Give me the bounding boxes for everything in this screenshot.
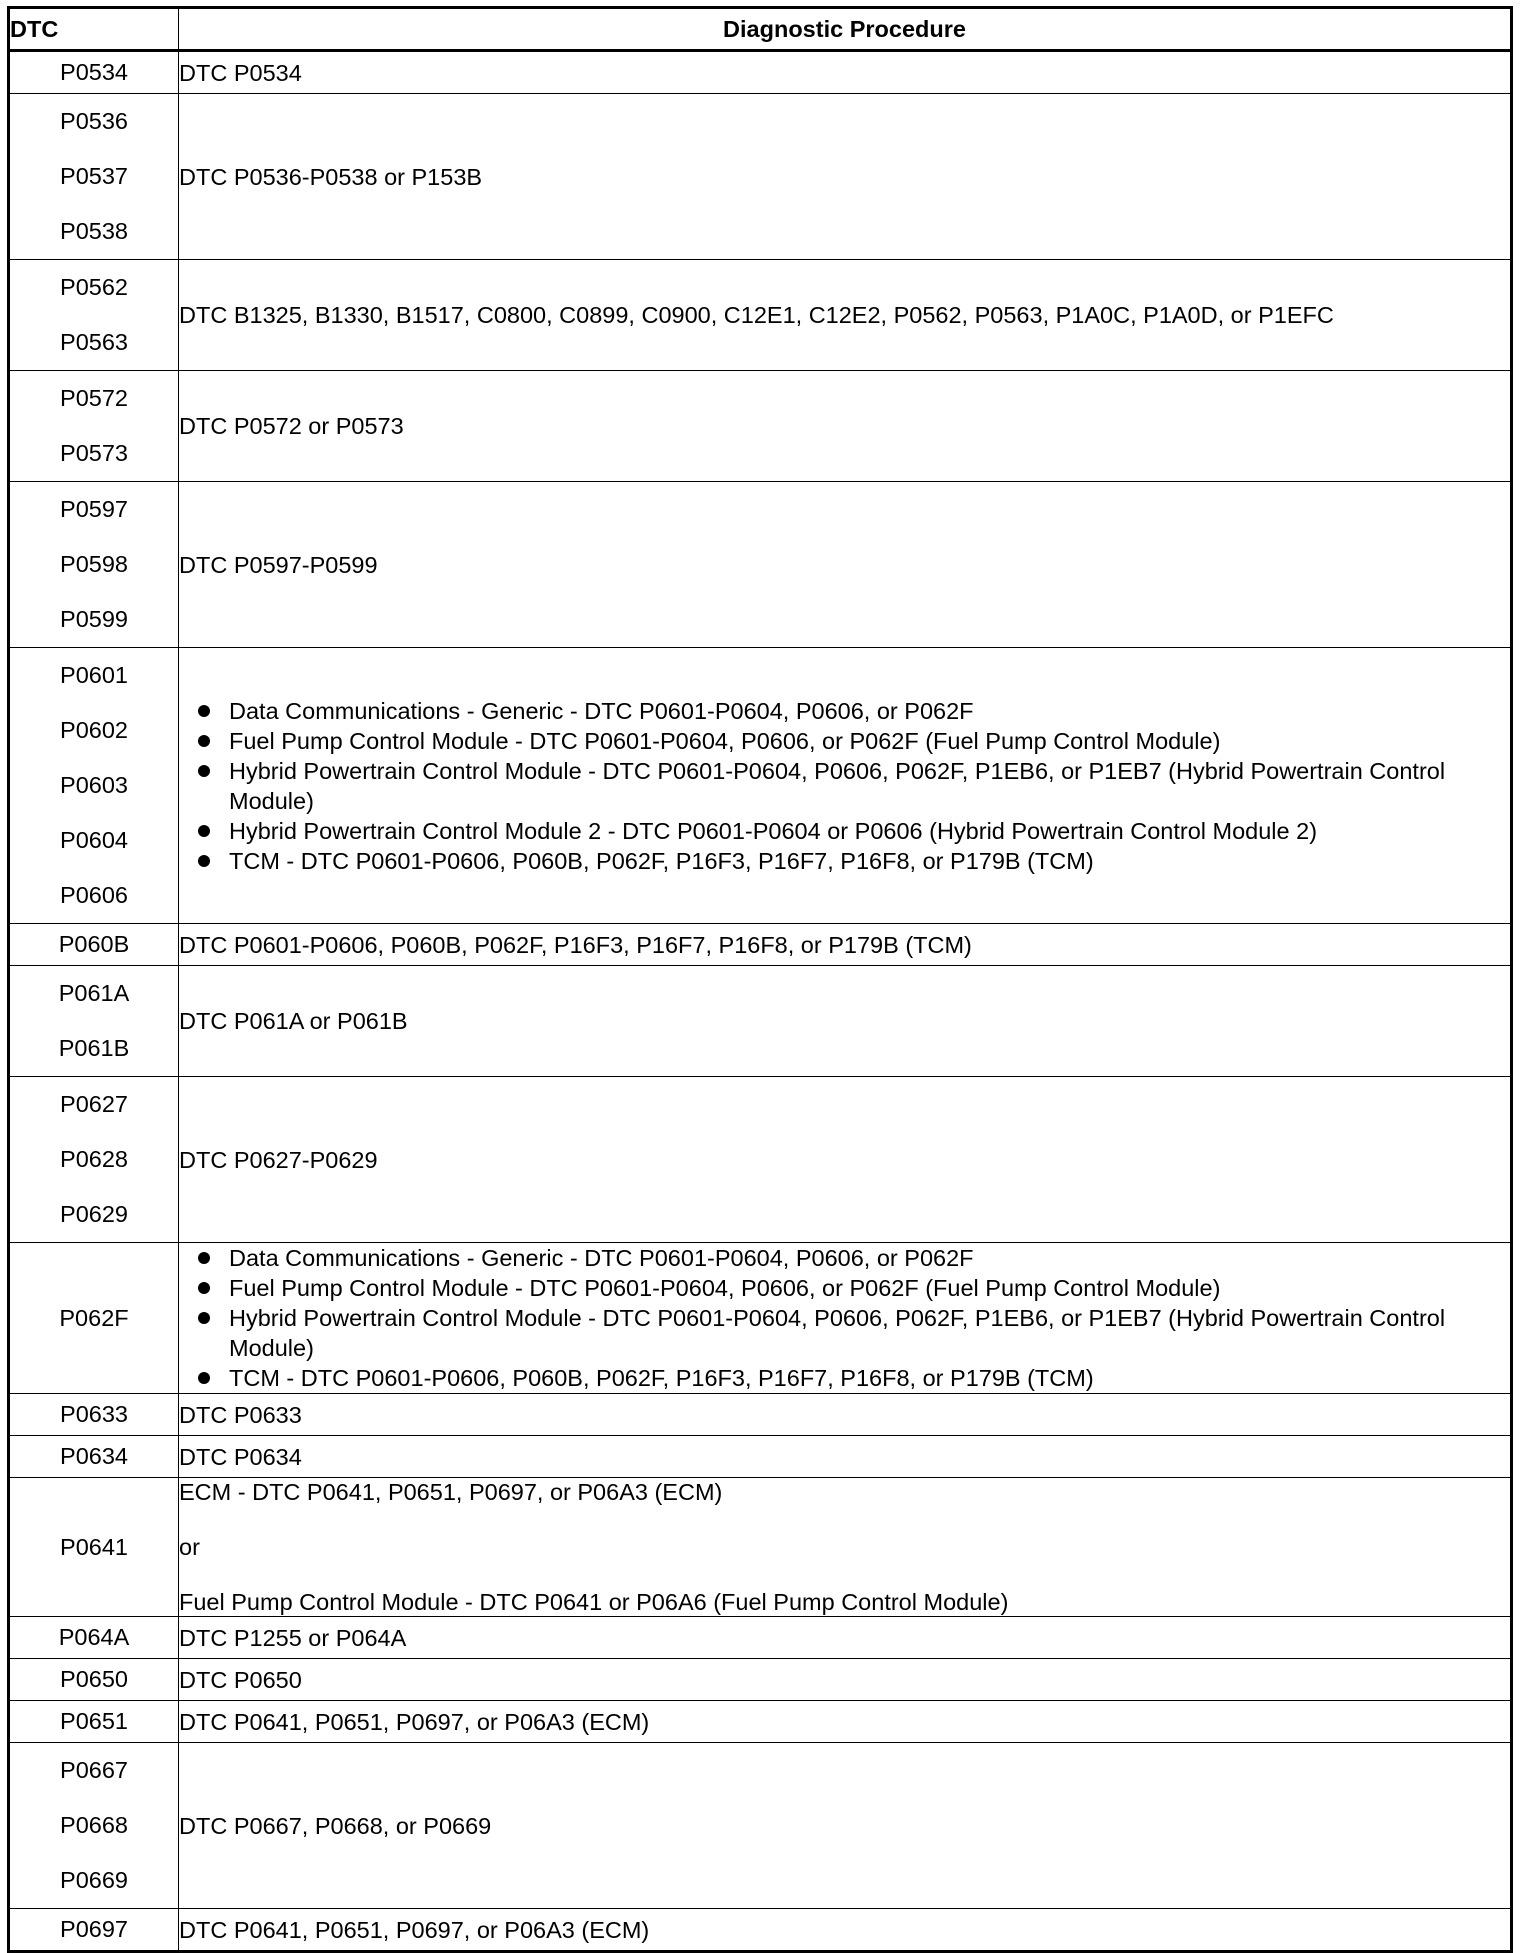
procedure-cell [179,260,1512,371]
dtc-code: P0634 [60,1443,128,1469]
dtc-code-cell [9,1436,179,1478]
procedure-list-item[interactable]: Data Communications - Generic - DTC P0601-P0604, P0606, or P062F [229,1243,1510,1273]
dtc-code: P062F [59,1304,129,1331]
table-row [9,1701,1512,1743]
table-row [9,1743,1512,1909]
procedure-list-item[interactable]: Hybrid Powertrain Control Module 2 - DTC P0601-P0604 or P0606 (Hybrid Powertrain Control Module 2) [229,816,1510,846]
procedure-link[interactable]: DTC P1255 or P064A [179,1624,407,1651]
dtc-code-cell [9,924,179,966]
dtc-code-cell [9,966,179,1077]
dtc-code: P0602 [60,717,128,743]
dtc-code: P0572 [60,385,128,411]
table-body [9,51,1512,1952]
procedure-cell [179,1077,1512,1243]
dtc-code: P0627 [60,1091,128,1117]
table-row [9,1394,1512,1436]
dtc-code: P0641 [60,1533,128,1560]
procedure-link[interactable]: DTC P0534 [179,59,302,86]
procedure-list-item[interactable]: TCM - DTC P0601-P0606, P060B, P062F, P16F3, P16F7, P16F8, or P179B (TCM) [229,1363,1510,1393]
dtc-code: P0597 [60,496,128,522]
procedure-list [179,1243,1510,1393]
dtc-code: P0534 [60,59,128,85]
dtc-code: P0573 [60,440,128,466]
dtc-code-cell [9,648,179,924]
dtc-code-cell [9,51,179,94]
header-row [9,8,1512,51]
dtc-code-cell [9,1909,179,1952]
dtc-code-cell [9,1617,179,1659]
procedure-link[interactable]: DTC P061A or P061B [179,1008,408,1034]
dtc-code-cell [9,1478,179,1617]
table-row [9,966,1512,1077]
procedure-cell [179,1478,1512,1617]
procedure-list-item[interactable]: Hybrid Powertrain Control Module - DTC P0601-P0604, P0606, P062F, P1EB6, or P1EB7 (Hybrid Powertrain Control Module) [229,1303,1510,1363]
procedure-column-header: Diagnostic Procedure [179,8,1512,51]
dtc-code: P0537 [60,163,128,189]
procedure-list [179,696,1510,876]
dtc-code: P0633 [60,1401,128,1427]
procedure-link[interactable]: DTC P0572 or P0573 [179,413,404,439]
procedure-list-item[interactable]: Hybrid Powertrain Control Module - DTC P0601-P0604, P0606, P062F, P1EB6, or P1EB7 (Hybrid Powertrain Control Module) [229,756,1510,816]
procedure-cell [179,1617,1512,1659]
dtc-code: P0601 [60,662,128,688]
procedure-list-item[interactable]: TCM - DTC P0601-P0606, P060B, P062F, P16F3, P16F7, P16F8, or P179B (TCM) [229,846,1510,876]
dtc-code: P060B [58,931,130,957]
dtc-code: P0604 [60,827,128,853]
procedure-link[interactable]: DTC P0650 [179,1666,302,1693]
procedure-cell [179,966,1512,1077]
dtc-code-cell [9,94,179,260]
dtc-code-cell [9,482,179,648]
dtc-code: P0651 [60,1708,128,1734]
dtc-code-cell [9,1743,179,1909]
procedure-cell [179,1701,1512,1743]
dtc-code-cell [9,371,179,482]
procedure-link[interactable]: DTC B1325, B1330, B1517, C0800, C0899, C0900, C12E1, C12E2, P0562, P0563, P1A0C, P1A0D, or P1EFC [179,302,1334,328]
procedure-cell [179,1743,1512,1909]
procedure-cell [179,924,1512,966]
dtc-table [7,6,1513,1953]
procedure-paragraph[interactable]: ECM - DTC P0641, P0651, P0697, or P06A3 (ECM) [179,1479,723,1505]
table-row [9,51,1512,94]
table-row [9,1478,1512,1617]
procedure-link[interactable]: DTC P0634 [179,1443,302,1470]
procedure-cell [179,1659,1512,1701]
procedure-cell [179,648,1512,924]
procedure-cell [179,482,1512,648]
dtc-code: P0598 [60,551,128,577]
procedure-list-item[interactable]: Data Communications - Generic - DTC P0601-P0604, P0606, or P062F [229,696,1510,726]
procedure-paragraph: or [179,1534,200,1560]
dtc-code-cell [9,1701,179,1743]
table-row [9,1077,1512,1243]
dtc-code-cell [9,1077,179,1243]
dtc-code: P0668 [60,1812,128,1838]
dtc-code: P0650 [60,1666,128,1692]
procedure-cell [179,94,1512,260]
dtc-code: P0562 [60,274,128,300]
table-row [9,1436,1512,1478]
table-row [9,482,1512,648]
dtc-code: P0606 [60,882,128,908]
procedure-cell [179,1243,1512,1394]
table-row [9,260,1512,371]
table-row [9,1909,1512,1952]
procedure-cell [179,1436,1512,1478]
dtc-column-header: DTC [9,8,179,51]
dtc-code: P061B [58,1035,130,1061]
dtc-code-cell [9,1659,179,1701]
dtc-code: P0629 [60,1201,128,1227]
dtc-code: P0667 [60,1757,128,1783]
table-row [9,1659,1512,1701]
procedure-link[interactable]: DTC P0667, P0668, or P0669 [179,1812,492,1839]
dtc-code: P061A [58,980,130,1006]
procedure-cell [179,371,1512,482]
procedure-link[interactable]: DTC P0641, P0651, P0697, or P06A3 (ECM) [179,1708,650,1735]
procedure-cell [179,1909,1512,1952]
dtc-code: P0603 [60,772,128,798]
procedure-link[interactable]: DTC P0633 [179,1401,302,1428]
dtc-code: P0628 [60,1146,128,1172]
procedure-paragraph[interactable]: Fuel Pump Control Module - DTC P0641 or P06A6 (Fuel Pump Control Module) [179,1589,1009,1615]
dtc-code: P0599 [60,606,128,632]
procedure-cell [179,51,1512,94]
paragraph-gap [179,1506,1510,1533]
procedure-list-item[interactable]: Fuel Pump Control Module - DTC P0601-P0604, P0606, or P062F (Fuel Pump Control Module) [229,726,1510,756]
dtc-code: P0563 [60,329,128,355]
dtc-code: P064A [58,1624,130,1650]
procedure-link[interactable]: DTC P0641, P0651, P0697, or P06A3 (ECM) [179,1916,650,1943]
dtc-code-cell [9,1243,179,1394]
table-row [9,1617,1512,1659]
dtc-code: P0697 [60,1916,128,1942]
procedure-link[interactable]: DTC P0601-P0606, P060B, P062F, P16F3, P16F7, P16F8, or P179B (TCM) [179,931,972,958]
table-row [9,924,1512,966]
dtc-code: P0538 [60,218,128,244]
dtc-code-cell [9,1394,179,1436]
dtc-code: P0669 [60,1867,128,1893]
procedure-list-item[interactable]: Fuel Pump Control Module - DTC P0601-P0604, P0606, or P062F (Fuel Pump Control Module) [229,1273,1510,1303]
paragraph-gap [179,1561,1510,1588]
procedure-link[interactable]: DTC P0597-P0599 [179,551,378,578]
dtc-code-cell [9,260,179,371]
table-row [9,648,1512,924]
procedure-cell [179,1394,1512,1436]
table-row [9,371,1512,482]
table-row [9,1243,1512,1394]
dtc-code: P0536 [60,108,128,134]
procedure-link[interactable]: DTC P0536-P0538 or P153B [179,163,483,190]
table-row [9,94,1512,260]
procedure-link[interactable]: DTC P0627-P0629 [179,1146,378,1173]
